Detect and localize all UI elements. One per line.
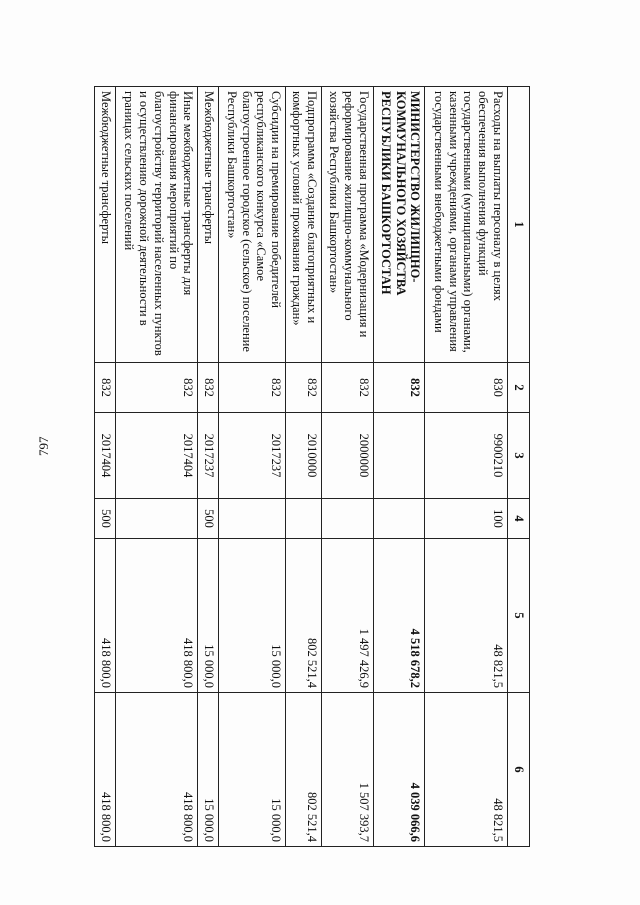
cell-code: 832 (322, 363, 374, 413)
cell-code: 832 (198, 363, 219, 413)
table-row (198, 87, 219, 847)
cell-amount-6: 418 800,0 (115, 693, 198, 847)
cell-amount-5: 418 800,0 (95, 539, 116, 693)
cell-amount-6: 15 000,0 (198, 693, 219, 847)
table-row (373, 87, 425, 847)
cell-amount-6: 4 039 066,6 (373, 693, 425, 847)
cell-target: 2010000 (286, 413, 322, 499)
table-row (286, 87, 322, 847)
cell-code: 832 (218, 363, 285, 413)
cell-code: 832 (115, 363, 198, 413)
cell-amount-5: 418 800,0 (115, 539, 198, 693)
cell-type (322, 499, 374, 539)
cell-amount-5: 1 497 426,9 (322, 539, 374, 693)
table-row (218, 87, 285, 847)
cell-amount-6: 15 000,0 (218, 693, 285, 847)
cell-amount-6: 418 800,0 (95, 693, 116, 847)
column-header: 4 (508, 499, 530, 539)
cell-amount-5: 15 000,0 (198, 539, 219, 693)
budget-table (94, 86, 530, 847)
cell-type (286, 499, 322, 539)
row-name: Подпрограмма «Создание благоприятных и комфортных условий проживания граждан» (286, 87, 322, 363)
row-name: Межбюджетные трансферты (95, 87, 116, 363)
row-name: Субсидии на премирование победителей республиканского конкурса «Самое благоустроенное городское (сельское) поселение Республики Башкортостан» (218, 87, 285, 363)
cell-amount-6: 1 507 393,7 (322, 693, 374, 847)
cell-amount-5: 48 821,5 (425, 539, 508, 693)
rotated-table-container (94, 86, 530, 846)
column-header: 1 (508, 87, 530, 363)
table-row (115, 87, 198, 847)
column-header: 6 (508, 693, 530, 847)
cell-amount-5: 4 518 678,2 (373, 539, 425, 693)
cell-target: 9900210 (425, 413, 508, 499)
cell-target: 2017237 (218, 413, 285, 499)
cell-type: 500 (95, 499, 116, 539)
page-number: 797 (36, 436, 51, 456)
cell-amount-5: 15 000,0 (218, 539, 285, 693)
cell-target (373, 413, 425, 499)
cell-type: 100 (425, 499, 508, 539)
cell-amount-5: 802 521,4 (286, 539, 322, 693)
cell-target: 2017404 (95, 413, 116, 499)
column-header: 5 (508, 539, 530, 693)
cell-code: 832 (95, 363, 116, 413)
cell-type: 500 (198, 499, 219, 539)
cell-type (115, 499, 198, 539)
cell-amount-6: 48 821,5 (425, 693, 508, 847)
table-row (425, 87, 508, 847)
table-row (95, 87, 116, 847)
cell-target: 2017237 (198, 413, 219, 499)
cell-code: 830 (425, 363, 508, 413)
row-name: Государственная программа «Модернизация и реформирование жилищно-коммунального хозяйства Республики Башкортостан» (322, 87, 374, 363)
cell-code: 832 (373, 363, 425, 413)
table-row (322, 87, 374, 847)
column-header: 3 (508, 413, 530, 499)
cell-type (218, 499, 285, 539)
table-header-row (508, 87, 530, 847)
row-name: Иные межбюджетные трансферты для финансирования мероприятий по благоустройству территорий населенных пунктов и осуществлению дорожной деятельности в границах сельских поселений (115, 87, 198, 363)
row-name: МИНИСТЕРСТВО ЖИЛИЩНО-КОММУНАЛЬНОГО ХОЗЯЙСТВА РЕСПУБЛИКИ БАШКОРТОСТАН (373, 87, 425, 363)
cell-target: 2017404 (115, 413, 198, 499)
cell-target: 2000000 (322, 413, 374, 499)
cell-type (373, 499, 425, 539)
row-name: Межбюджетные трансферты (198, 87, 219, 363)
row-name: Расходы на выплаты персоналу в целях обеспечения выполнения функций государственными (муниципальными) органами, казенными учреждениями, органами управления государственными внебюджетными фондами (425, 87, 508, 363)
cell-amount-6: 802 521,4 (286, 693, 322, 847)
cell-code: 832 (286, 363, 322, 413)
column-header: 2 (508, 363, 530, 413)
